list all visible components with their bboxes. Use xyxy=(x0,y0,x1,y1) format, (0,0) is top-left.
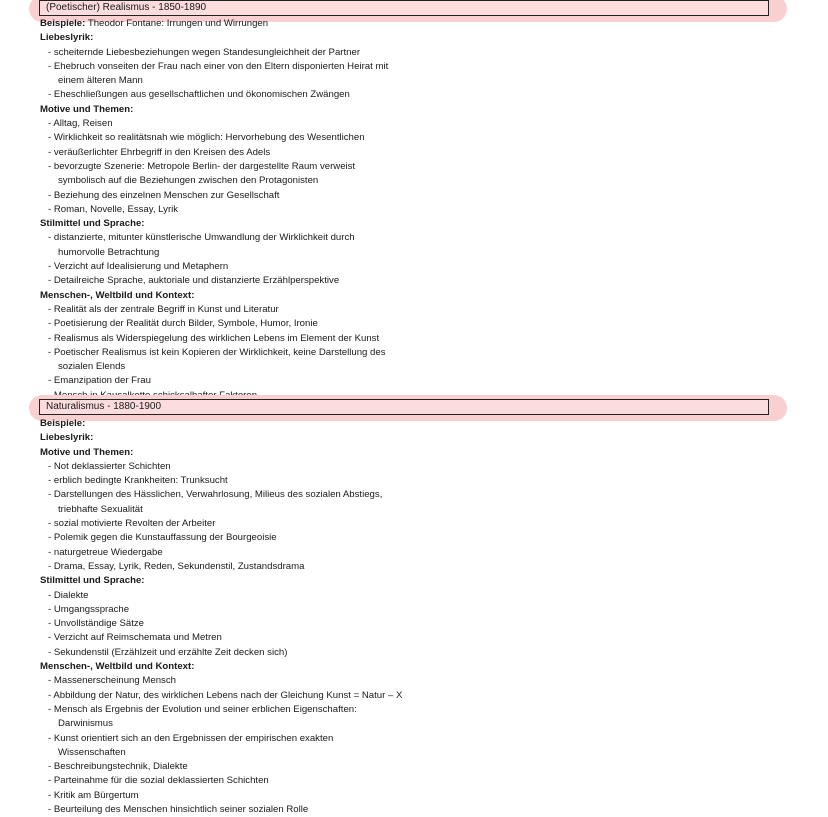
list-item: - Wirklichkeit so realitätsnah wie möglich: Hervorhebung des Wesentlichen xyxy=(48,132,365,144)
heading-line xyxy=(40,289,800,303)
list-item-continuation: humorvolle Betrachtung xyxy=(58,246,160,258)
list-item-continuation: einem älteren Mann xyxy=(58,75,143,87)
heading-line xyxy=(40,417,800,431)
list-item: - Alltag, Reisen xyxy=(48,118,113,130)
list-item: - Ehebruch vonseiten der Frau nach einer von den Eltern disponierten Heirat mit xyxy=(48,60,389,72)
heading-text: Theodor Fontane: Irrungen und Wirrungen xyxy=(87,18,269,29)
list-item: - Verzicht auf Reimschemata und Metren xyxy=(48,632,222,644)
list-item: - Emanzipation der Frau xyxy=(48,375,151,387)
list-item: - Beurteilung des Menschen hinsichtlich seiner sozialen Rolle xyxy=(48,804,309,816)
list-item: - Poetisierung der Realität durch Bilder, Symbole, Humor, Ironie xyxy=(48,318,318,330)
list-item: - erblich bedingte Krankheiten: Trunksucht xyxy=(48,475,228,487)
heading-line xyxy=(40,574,800,588)
heading-label: Stilmittel und Sprache: xyxy=(40,218,145,230)
list-item-continuation: symbolisch auf die Beziehungen zwischen den Protagonisten xyxy=(58,175,319,187)
list-item-continuation: Wissenschaften xyxy=(58,746,126,758)
section-content-naturalismus xyxy=(40,417,800,817)
list-item: - Dialekte xyxy=(48,589,89,601)
heading-line xyxy=(40,446,800,460)
list-item: - Realität als der zentrale Begriff in Kunst und Literatur xyxy=(48,303,279,315)
section-title-box xyxy=(39,0,769,16)
list-item: - Unvollständige Sätze xyxy=(48,618,144,630)
list-item: - Parteinahme für die sozial deklassierten Schichten xyxy=(48,775,269,787)
list-item: - veräußerlichter Ehrbegriff in den Kreisen des Adels xyxy=(48,146,271,158)
list-item: - Poetischer Realismus ist kein Kopieren der Wirklichkeit, keine Darstellung des xyxy=(48,346,386,358)
heading-label: Beispiele: xyxy=(40,18,86,29)
list-item: - Mensch als Ergebnis der Evolution und seiner erblichen Eigenschaften: xyxy=(48,703,357,715)
list-item-continuation: triebhafte Sexualität xyxy=(58,503,143,515)
heading-label: Liebeslyrik: xyxy=(40,32,94,44)
list-item: - Polemik gegen die Kunstauffassung der Bourgeoisie xyxy=(48,532,277,544)
heading-label: Menschen-, Weltbild und Kontext: xyxy=(40,661,195,673)
list-item: - sozial motivierte Revolten der Arbeiter xyxy=(48,518,216,530)
heading-line xyxy=(40,217,800,231)
list-item: - Verzicht auf Idealisierung und Metaphern xyxy=(48,261,229,273)
list-item: - Detailreiche Sprache, auktoriale und distanzierte Erzählperspektive xyxy=(48,275,340,287)
list-item: - Kritik am Bürgertum xyxy=(48,789,139,801)
list-item: - Kunst orientiert sich an den Ergebnissen der empirischen exakten xyxy=(48,732,334,744)
heading-line xyxy=(40,103,800,117)
section-content-realismus xyxy=(40,17,800,403)
heading-label: Motive und Themen: xyxy=(40,446,134,458)
list-item: - Roman, Novelle, Essay, Lyrik xyxy=(48,203,179,215)
heading-label: Menschen-, Weltbild und Kontext: xyxy=(40,289,195,301)
list-item: - Eheschließungen aus gesellschaftlichen und ökonomischen Zwängen xyxy=(48,89,350,101)
list-item: - Not deklassierter Schichten xyxy=(48,460,171,472)
heading-label: Beispiele: xyxy=(40,418,86,429)
heading-label: Motive und Themen: xyxy=(40,103,134,115)
list-item: - bevorzugte Szenerie: Metropole Berlin- der dargestellte Raum verweist xyxy=(48,160,356,172)
list-item: - Massenerscheinung Mensch xyxy=(48,675,176,687)
heading-line xyxy=(40,660,800,674)
list-item: - Beziehung des einzelnen Menschen zur Gesellschaft xyxy=(48,189,280,201)
list-item: - scheiternde Liebesbeziehungen wegen Standesungleichheit der Partner xyxy=(48,46,361,58)
list-item: - Drama, Essay, Lyrik, Reden, Sekundenstil, Zustandsdrama xyxy=(48,560,305,572)
list-item: - Beschreibungstechnik, Dialekte xyxy=(48,761,188,773)
list-item: - naturgetreue Wiedergabe xyxy=(48,546,163,558)
heading-line xyxy=(40,31,800,45)
heading-line xyxy=(40,17,800,31)
section-title-box xyxy=(39,399,769,415)
list-item: - Sekundenstil (Erzählzeit und erzählte Zeit decken sich) xyxy=(48,646,288,658)
heading-label: Liebeslyrik: xyxy=(40,432,94,444)
section-title: (Poetischer) Realismus - 1850-1890 xyxy=(46,2,207,13)
list-item-continuation: sozialen Elends xyxy=(58,361,126,373)
list-item: - Realismus als Widerspiegelung des wirklichen Lebens im Element der Kunst xyxy=(48,332,380,344)
section-title: Naturalismus - 1880-1900 xyxy=(46,401,162,412)
heading-label: Stilmittel und Sprache: xyxy=(40,575,145,587)
heading-line xyxy=(40,431,800,445)
list-item: - Darstellungen des Hässlichen, Verwahrlosung, Milieus des sozialen Abstiegs, xyxy=(48,489,383,501)
list-item: - Umgangssprache xyxy=(48,603,130,615)
list-item-continuation: Darwinismus xyxy=(58,718,113,730)
list-item: - Abbildung der Natur, des wirklichen Lebens nach der Gleichung Kunst = Natur – X xyxy=(48,689,403,701)
list-item: - distanzierte, mitunter künstlerische Umwandlung der Wirklichkeit durch xyxy=(48,232,355,244)
